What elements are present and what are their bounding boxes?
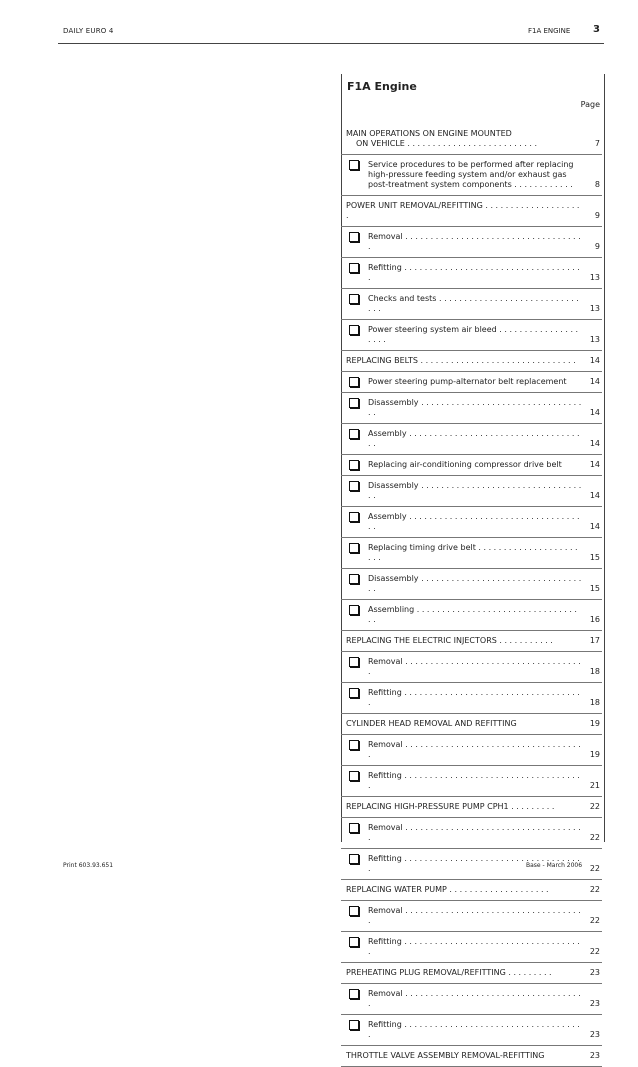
toc-entry-title: CYLINDER HEAD REMOVAL AND REFITTING xyxy=(346,719,517,728)
toc-entry-title: Replacing air-conditioning compressor drive belt xyxy=(368,460,562,469)
checkbox-bullet-icon xyxy=(349,543,359,553)
toc-left-border xyxy=(341,74,342,842)
checkbox-bullet-icon xyxy=(349,377,359,387)
toc-item-entry xyxy=(345,818,602,849)
checkbox-bullet-icon xyxy=(349,937,359,947)
toc-entry-page: 14 xyxy=(587,522,600,532)
toc-entry-page: 22 xyxy=(587,864,600,874)
checkbox-bullet-icon xyxy=(349,1020,359,1030)
toc-item-entry xyxy=(345,932,602,963)
toc-entry-title: Refitting . . . . . . . . . . . . . . . . . . . . . . . . . . . . . . . . . . . . xyxy=(368,263,580,282)
toc-entry-page: 22 xyxy=(587,947,600,957)
toc-entry-title: PREHEATING PLUG REMOVAL/REFITTING . . . . . . . . . xyxy=(346,968,552,977)
footer-print-code: Print 603.93.651 xyxy=(63,862,114,869)
checkbox-bullet-icon xyxy=(349,740,359,750)
toc-entry-page: 17 xyxy=(587,636,600,646)
toc-item-entry xyxy=(345,569,602,600)
toc-entry-title: Refitting . . . . . . . . . . . . . . . . . . . . . . . . . . . . . . . . . . . . xyxy=(368,1020,580,1039)
toc-entry-page: 22 xyxy=(587,833,600,843)
toc-entry-page: 18 xyxy=(587,667,600,677)
toc-section-entry xyxy=(345,351,602,372)
checkbox-bullet-icon xyxy=(349,854,359,864)
toc-entry-title: Replacing timing drive belt . . . . . . . . . . . . . . . . . . . . . . . xyxy=(368,543,578,562)
toc-entry-page: 13 xyxy=(587,273,600,283)
toc-item-entry xyxy=(345,227,602,258)
toc-entry-title: REPLACING THE ELECTRIC INJECTORS . . . . . . . . . . . xyxy=(346,636,553,645)
checkbox-bullet-icon xyxy=(349,460,359,470)
checkbox-bullet-icon xyxy=(349,574,359,584)
toc-entry-line: MAIN OPERATIONS ON ENGINE MOUNTED xyxy=(346,129,512,138)
toc-entry-title: Disassembly . . . . . . . . . . . . . . . . . . . . . . . . . . . . . . . . . . xyxy=(368,398,582,417)
toc-entry-title: POWER UNIT REMOVAL/REFITTING . . . . . . . . . . . . . . . . . . . . xyxy=(346,201,580,220)
checkbox-bullet-icon xyxy=(349,823,359,833)
toc-entry-title: Disassembly . . . . . . . . . . . . . . . . . . . . . . . . . . . . . . . . . . xyxy=(368,481,582,500)
toc-entry-page: 13 xyxy=(587,335,600,345)
checkbox-bullet-icon xyxy=(349,481,359,491)
toc-entry-page: 22 xyxy=(587,802,600,812)
toc-item-entry xyxy=(345,155,602,196)
toc-entry-page: 9 xyxy=(592,242,600,252)
header-page-number: 3 xyxy=(593,24,600,35)
toc-entry-page: 14 xyxy=(587,491,600,501)
toc-entry-page: 13 xyxy=(587,304,600,314)
toc-section-entry xyxy=(345,797,602,818)
toc-entry-title: Refitting . . . . . . . . . . . . . . . . . . . . . . . . . . . . . . . . . . . . xyxy=(368,854,580,873)
toc-entry-title: Assembly . . . . . . . . . . . . . . . . . . . . . . . . . . . . . . . . . . . . xyxy=(368,429,580,448)
toc-section-entry xyxy=(345,631,602,652)
toc-item-entry xyxy=(345,507,602,538)
toc-item-entry xyxy=(345,289,602,320)
toc-entry-page: 23 xyxy=(587,968,600,978)
toc-entry-page: 22 xyxy=(587,885,600,895)
toc-section-entry xyxy=(345,196,602,227)
header-section: F1A ENGINE xyxy=(528,27,571,35)
toc-entries xyxy=(345,124,602,1067)
toc-entry-title: Disassembly . . . . . . . . . . . . . . . . . . . . . . . . . . . . . . . . . . xyxy=(368,574,582,593)
toc-entry-line: ON VEHICLE . . . . . . . . . . . . . . . . . . . . . . . . . . xyxy=(356,139,538,148)
toc-title: F1A Engine xyxy=(347,80,417,93)
toc-entry-title: Power steering pump-alternator belt replacement xyxy=(368,377,567,386)
toc-entry-page: 21 xyxy=(587,781,600,791)
toc-entry-title: Removal . . . . . . . . . . . . . . . . . . . . . . . . . . . . . . . . . . . . xyxy=(368,232,581,251)
checkbox-bullet-icon xyxy=(349,605,359,615)
toc-entry-title: Removal . . . . . . . . . . . . . . . . . . . . . . . . . . . . . . . . . . . . xyxy=(368,989,581,1008)
toc-item-entry xyxy=(345,1015,602,1046)
toc-entry-title: Removal . . . . . . . . . . . . . . . . . . . . . . . . . . . . . . . . . . . . xyxy=(368,823,581,842)
toc-entry-page: 23 xyxy=(587,999,600,1009)
toc-entry-page: 14 xyxy=(587,356,600,366)
toc-entry-title: Removal . . . . . . . . . . . . . . . . . . . . . . . . . . . . . . . . . . . . xyxy=(368,657,581,676)
checkbox-bullet-icon xyxy=(349,906,359,916)
toc-item-entry xyxy=(345,258,602,289)
checkbox-bullet-icon xyxy=(349,429,359,439)
toc-entry-title: THROTTLE VALVE ASSEMBLY REMOVAL-REFITTING xyxy=(346,1051,545,1060)
toc-item-entry xyxy=(345,735,602,766)
toc-entry-title: REPLACING HIGH-PRESSURE PUMP CPH1 . . . . . . . . . xyxy=(346,802,555,811)
toc-item-entry xyxy=(345,652,602,683)
toc-entry-title: Checks and tests . . . . . . . . . . . . . . . . . . . . . . . . . . . . . . . xyxy=(368,294,579,313)
checkbox-bullet-icon xyxy=(349,325,359,335)
toc-entry-title: Refitting . . . . . . . . . . . . . . . . . . . . . . . . . . . . . . . . . . . . xyxy=(368,688,580,707)
toc-entry-page: 16 xyxy=(587,615,600,625)
toc-item-entry xyxy=(345,901,602,932)
toc-entry-page: 23 xyxy=(587,1030,600,1040)
toc-item-entry xyxy=(345,393,602,424)
toc-entry-title: Assembling . . . . . . . . . . . . . . . . . . . . . . . . . . . . . . . . . . xyxy=(368,605,577,624)
toc-entry-page: 7 xyxy=(592,139,600,149)
checkbox-bullet-icon xyxy=(349,512,359,522)
toc-item-entry xyxy=(345,683,602,714)
toc-entry-title: Removal . . . . . . . . . . . . . . . . . . . . . . . . . . . . . . . . . . . . xyxy=(368,740,581,759)
toc-item-entry xyxy=(345,476,602,507)
toc-section-entry xyxy=(345,880,602,901)
toc-item-entry xyxy=(345,600,602,631)
toc-entry-page: 14 xyxy=(587,408,600,418)
toc-item-entry xyxy=(345,984,602,1015)
toc-entry-title xyxy=(346,129,582,149)
toc-item-entry xyxy=(345,455,602,476)
toc-entry-page: 15 xyxy=(587,553,600,563)
toc-item-entry xyxy=(345,766,602,797)
toc-entry-title: Service procedures to be performed after replacing high-pressure feeding system and/or exhaust gas post-treatment system components . . . . . . . . . . . . xyxy=(368,160,574,189)
toc-item-entry xyxy=(345,538,602,569)
toc-right-border xyxy=(604,74,605,842)
toc-entry-title: Removal . . . . . . . . . . . . . . . . . . . . . . . . . . . . . . . . . . . . xyxy=(368,906,581,925)
toc-entry-page: 14 xyxy=(587,460,600,470)
toc-entry-page: 18 xyxy=(587,698,600,708)
toc-entry-page: 9 xyxy=(592,211,600,221)
checkbox-bullet-icon xyxy=(349,263,359,273)
toc-entry-page: 8 xyxy=(592,180,600,190)
toc-section-entry xyxy=(345,963,602,984)
checkbox-bullet-icon xyxy=(349,160,359,170)
toc-entry-page: 14 xyxy=(587,439,600,449)
checkbox-bullet-icon xyxy=(349,232,359,242)
toc-section-entry xyxy=(345,124,602,155)
toc-entry-title: Assembly . . . . . . . . . . . . . . . . . . . . . . . . . . . . . . . . . . . . xyxy=(368,512,580,531)
toc-entry-title: REPLACING BELTS . . . . . . . . . . . . . . . . . . . . . . . . . . . . . . . xyxy=(346,356,576,365)
toc-entry-page: 22 xyxy=(587,916,600,926)
checkbox-bullet-icon xyxy=(349,294,359,304)
checkbox-bullet-icon xyxy=(349,771,359,781)
checkbox-bullet-icon xyxy=(349,688,359,698)
header-publication: DAILY EURO 4 xyxy=(63,27,114,35)
toc-item-entry xyxy=(345,320,602,351)
toc-entry-title: Power steering system air bleed . . . . . . . . . . . . . . . . . . . . xyxy=(368,325,579,344)
footer-edition: Base - March 2006 xyxy=(526,862,583,869)
toc-item-entry xyxy=(345,372,602,393)
toc-entry-page: 14 xyxy=(587,377,600,387)
toc-entry-title: Refitting . . . . . . . . . . . . . . . . . . . . . . . . . . . . . . . . . . . . xyxy=(368,771,580,790)
toc-entry-title: REPLACING WATER PUMP . . . . . . . . . . . . . . . . . . . . xyxy=(346,885,549,894)
toc-entry-title: Refitting . . . . . . . . . . . . . . . . . . . . . . . . . . . . . . . . . . . . xyxy=(368,937,580,956)
checkbox-bullet-icon xyxy=(349,398,359,408)
toc-item-entry xyxy=(345,424,602,455)
toc-section-entry xyxy=(345,714,602,735)
header-rule xyxy=(58,43,604,44)
toc-entry-page: 23 xyxy=(587,1051,600,1061)
toc-page-column-label: Page xyxy=(580,100,600,109)
toc-entry-page: 15 xyxy=(587,584,600,594)
checkbox-bullet-icon xyxy=(349,989,359,999)
table-of-contents xyxy=(345,80,602,1067)
checkbox-bullet-icon xyxy=(349,657,359,667)
toc-section-entry xyxy=(345,1046,602,1067)
toc-entry-page: 19 xyxy=(587,719,600,729)
toc-entry-page: 19 xyxy=(587,750,600,760)
